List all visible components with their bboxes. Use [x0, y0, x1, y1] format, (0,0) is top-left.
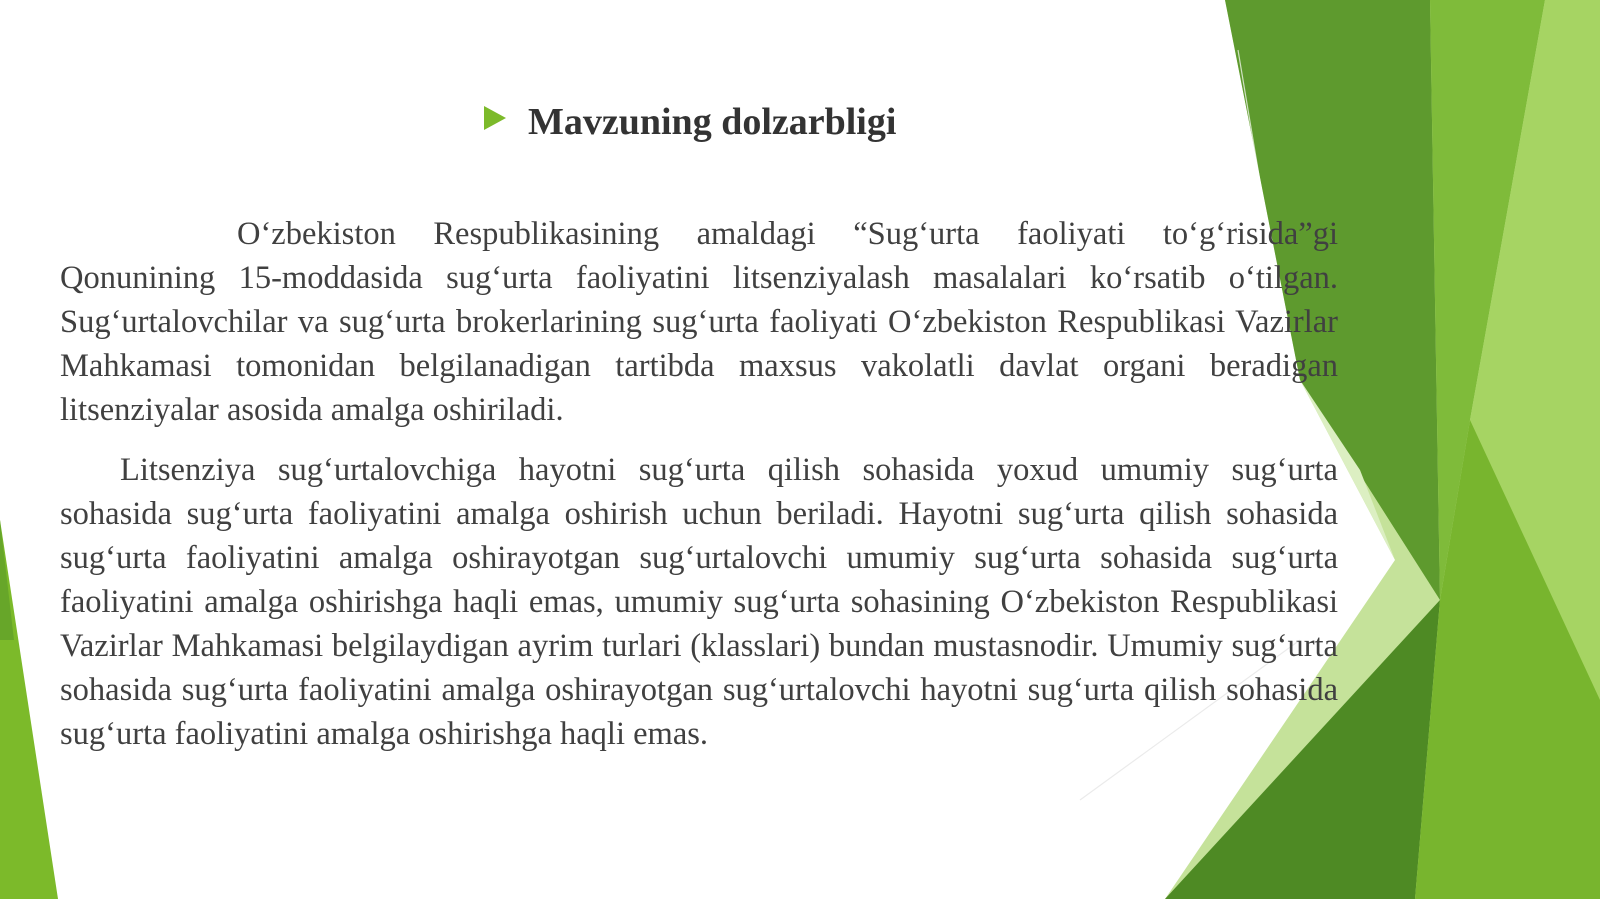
- slide-title: Mavzuning dolzarbligi: [528, 101, 897, 143]
- left-wedge-shape: [0, 520, 58, 899]
- left-wedge-dark-shape: [0, 520, 14, 640]
- paragraph-1: O‘zbekiston Respublikasining amaldagi “Sug‘urta faoliyati to‘g‘risida”gi Qonunining 15-moddasida sug‘urta faoliyatini litsenziyalash masalalari ko‘rsatib o‘tilgan. Sug‘urtalovchilar va sug‘urta brokerlarining sug‘urta faoliyati O‘zbekiston Respublikasi Vazirlar Mahkamasi tomonidan belgilanadigan tartibda maxsus vakolatli davlat organi beradigan litsenziyalar asosida amalga oshiriladi.: [60, 216, 1338, 428]
- body-text: [60, 212, 1338, 756]
- paragraph-2: Litsenziya sug‘urtalovchiga hayotni sug‘urta qilish sohasida yoxud umumiy sug‘urta sohasida sug‘urta faoliyatini amalga oshirish uchun beriladi. Hayotni sug‘urta qilish sohasida sug‘urta faoliyatini amalga oshirayotgan sug‘urtalovchi umumiy sug‘urta sohasida sug‘urta faoliyatini amalga oshirishga haqli emas, umumiy sug‘urta sohasining O‘zbekiston Respublikasi Vazirlar Mahkamasi belgilaydigan ayrim turlari (klasslari) bundan mustasnodir. Umumiy sug‘urta sohasida sug‘urta faoliyatini amalga oshirayotgan sug‘urtalovchi hayotni sug‘urta qilish sohasida sug‘urta faoliyatini amalga oshirishga haqli emas.: [60, 452, 1338, 752]
- triangle-right-icon: [484, 106, 506, 130]
- title-row: [484, 96, 896, 148]
